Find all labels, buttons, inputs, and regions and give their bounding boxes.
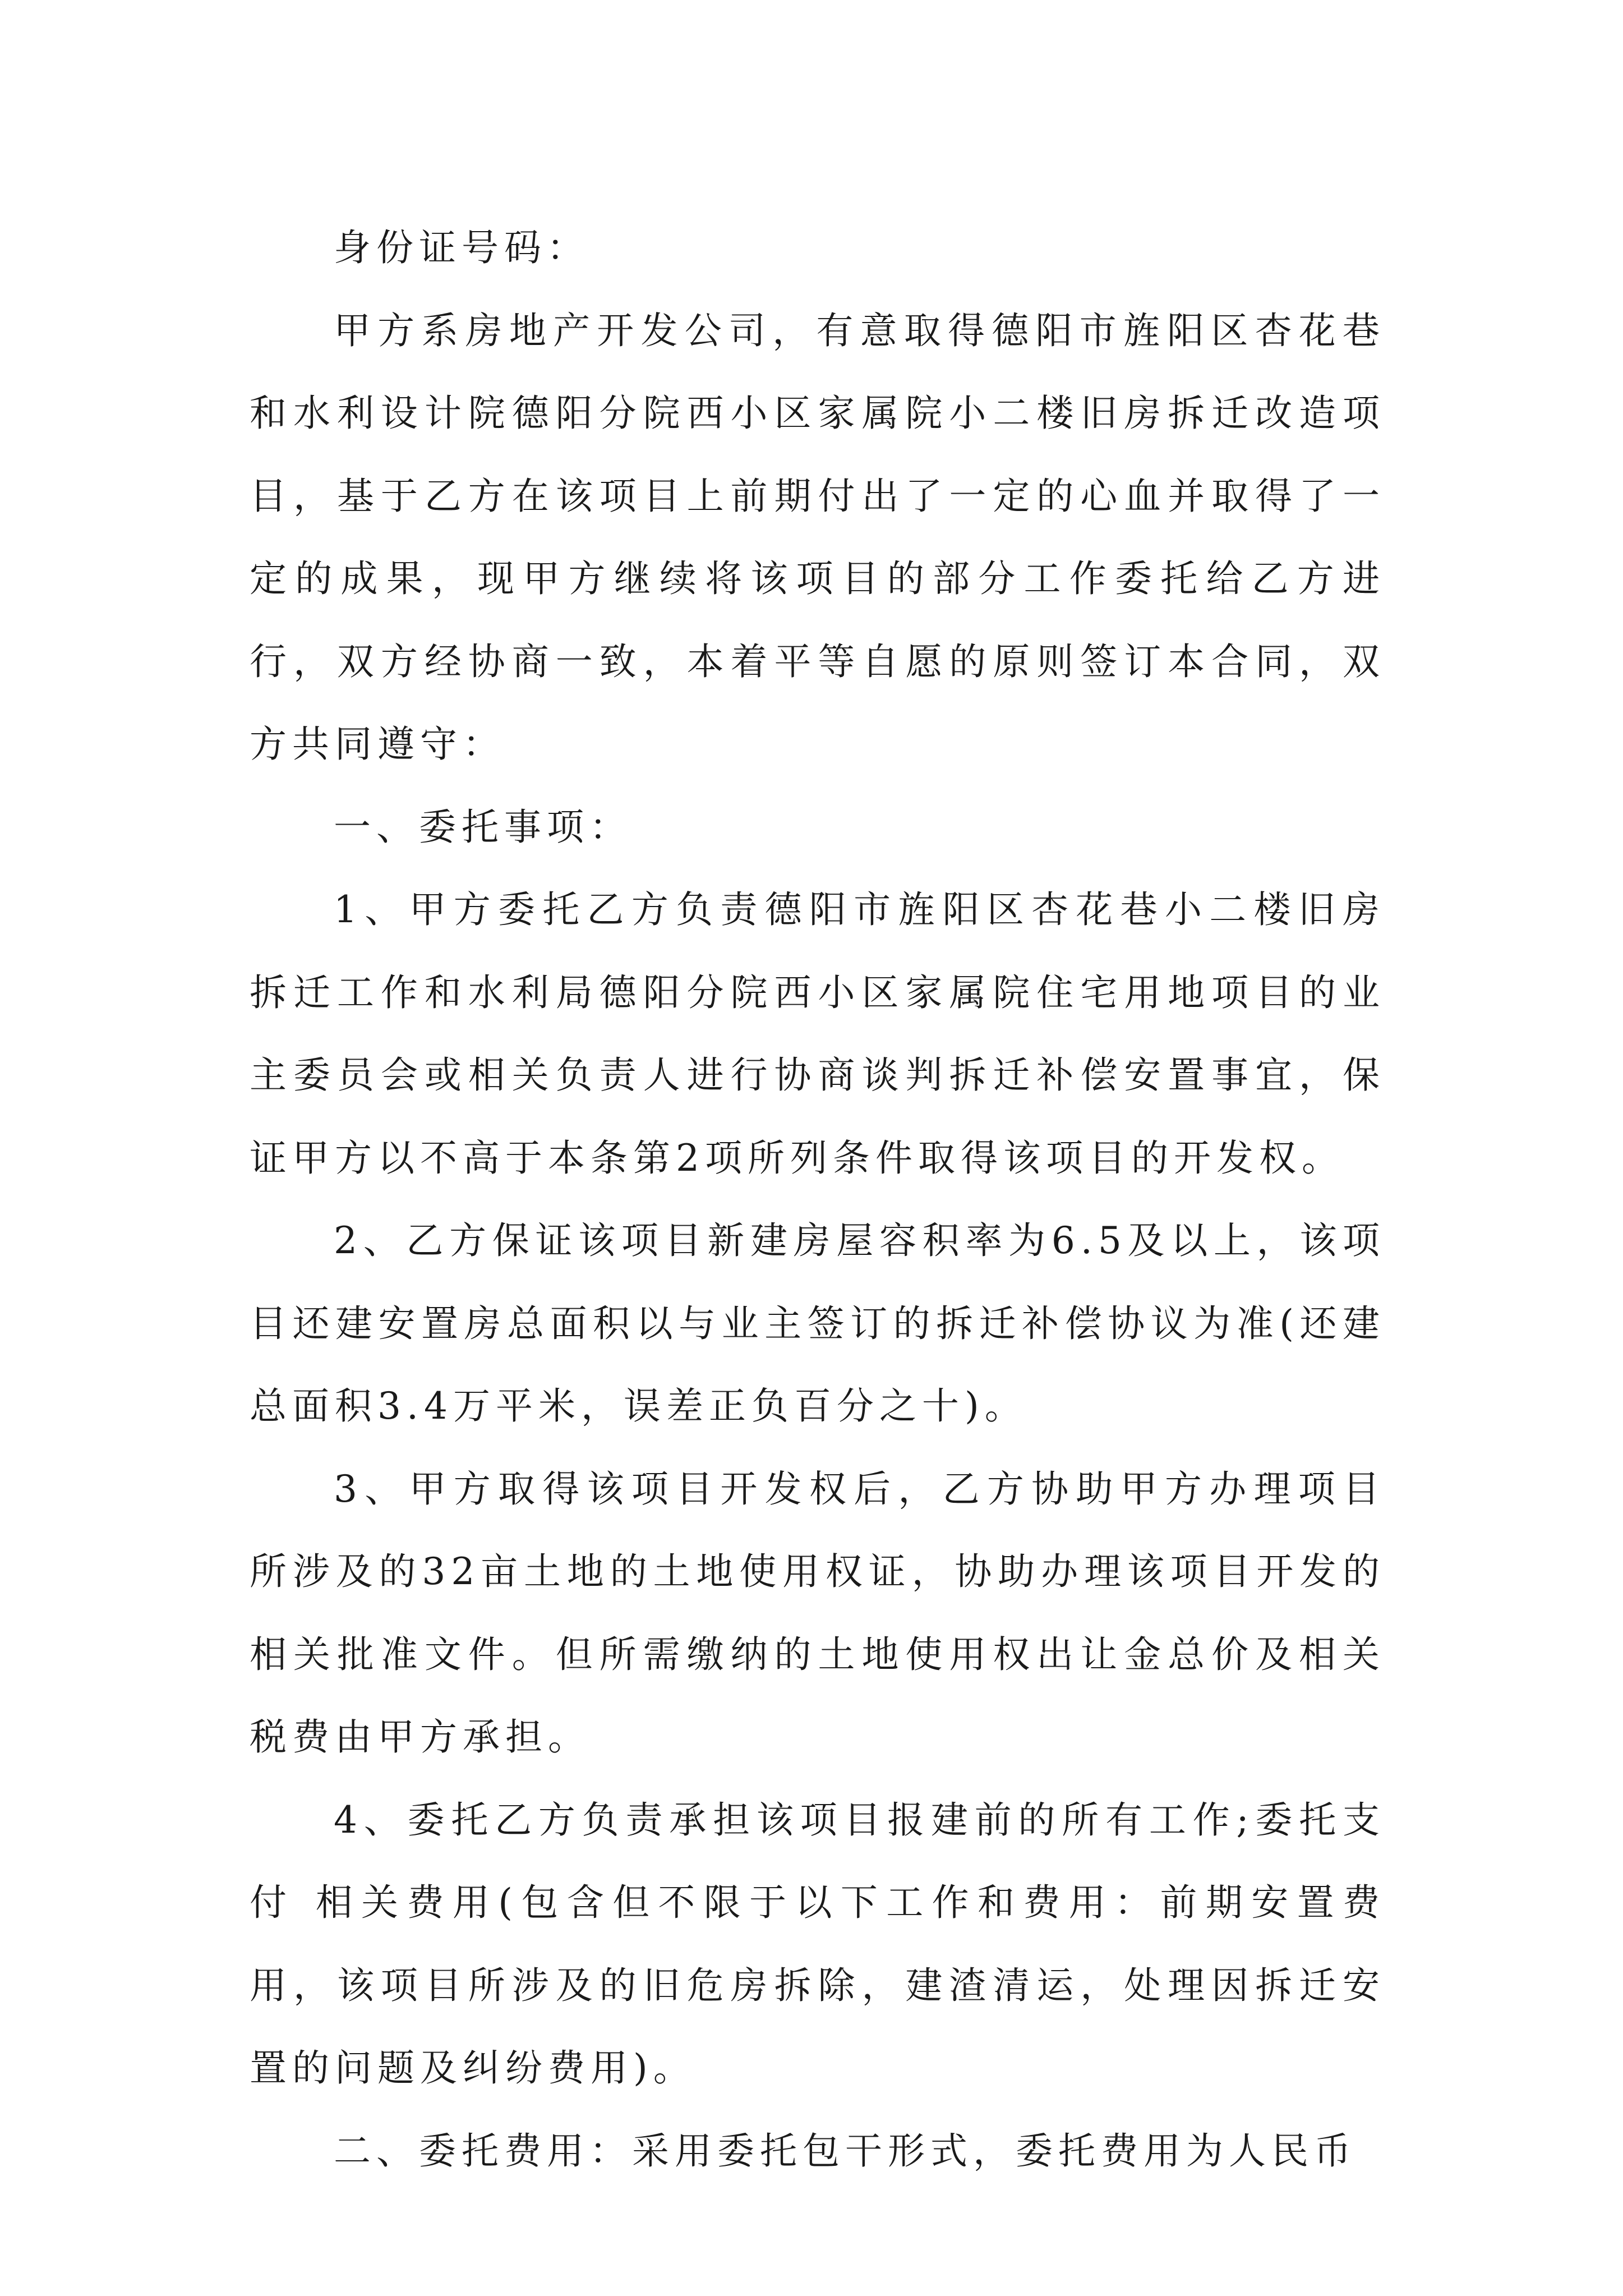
section-heading-entrusted-matters: 一、委托事项： bbox=[334, 805, 632, 849]
paragraph-preamble: 甲方系房地产开发公司，有意取得德阳市旌阳区杏花巷和水利设计院德阳分院西小区家属院小二楼旧房拆迁改造项目，基于乙方在该项目上前期付出了一定的心血并取得了一定的成果，现甲方继续将该项目的部分工作委托给乙方进行，双方经协商一致，本着平等自愿的原则签订本合同，双方共同遵守： bbox=[250, 309, 1385, 766]
clause-1: 1、甲方委托乙方负责德阳市旌阳区杏花巷小二楼旧房拆迁工作和水利局德阳分院西小区家属院住宅用地项目的业主委员会或相关负责人进行协商谈判拆迁补偿安置事宜，保证甲方以不高于本条第2项所列条件取得该项目的开发权。 bbox=[250, 888, 1385, 1180]
clause-4: 4、委托乙方负责承担该项目报建前的所有工作;委托支付 相关费用(包含但不限于以下工作和费用：前期安置费用，该项目所涉及的旧危房拆除，建渣清运，处理因拆迁安置的问题及纠纷费用)。 bbox=[250, 1798, 1385, 2090]
clause-3: 3、甲方取得该项目开发权后，乙方协助甲方办理项目所涉及的32亩土地的土地使用权证，协助办理该项目开发的相关批准文件。但所需缴纳的土地使用权出让金总价及相关税费由甲方承担。 bbox=[250, 1467, 1385, 1759]
document-body bbox=[250, 206, 1385, 2192]
paragraph-id-number: 身份证号码： bbox=[334, 226, 589, 269]
section-heading-entrusted-fees: 二、委托费用：采用委托包干形式，委托费用为人民币 bbox=[334, 2129, 1357, 2173]
clause-2: 2、乙方保证该项目新建房屋容积率为6.5及以上，该项目还建安置房总面积以与业主签订的拆迁补偿协议为准(还建总面积3.4万平米，误差正负百分之十)。 bbox=[250, 1219, 1385, 1428]
